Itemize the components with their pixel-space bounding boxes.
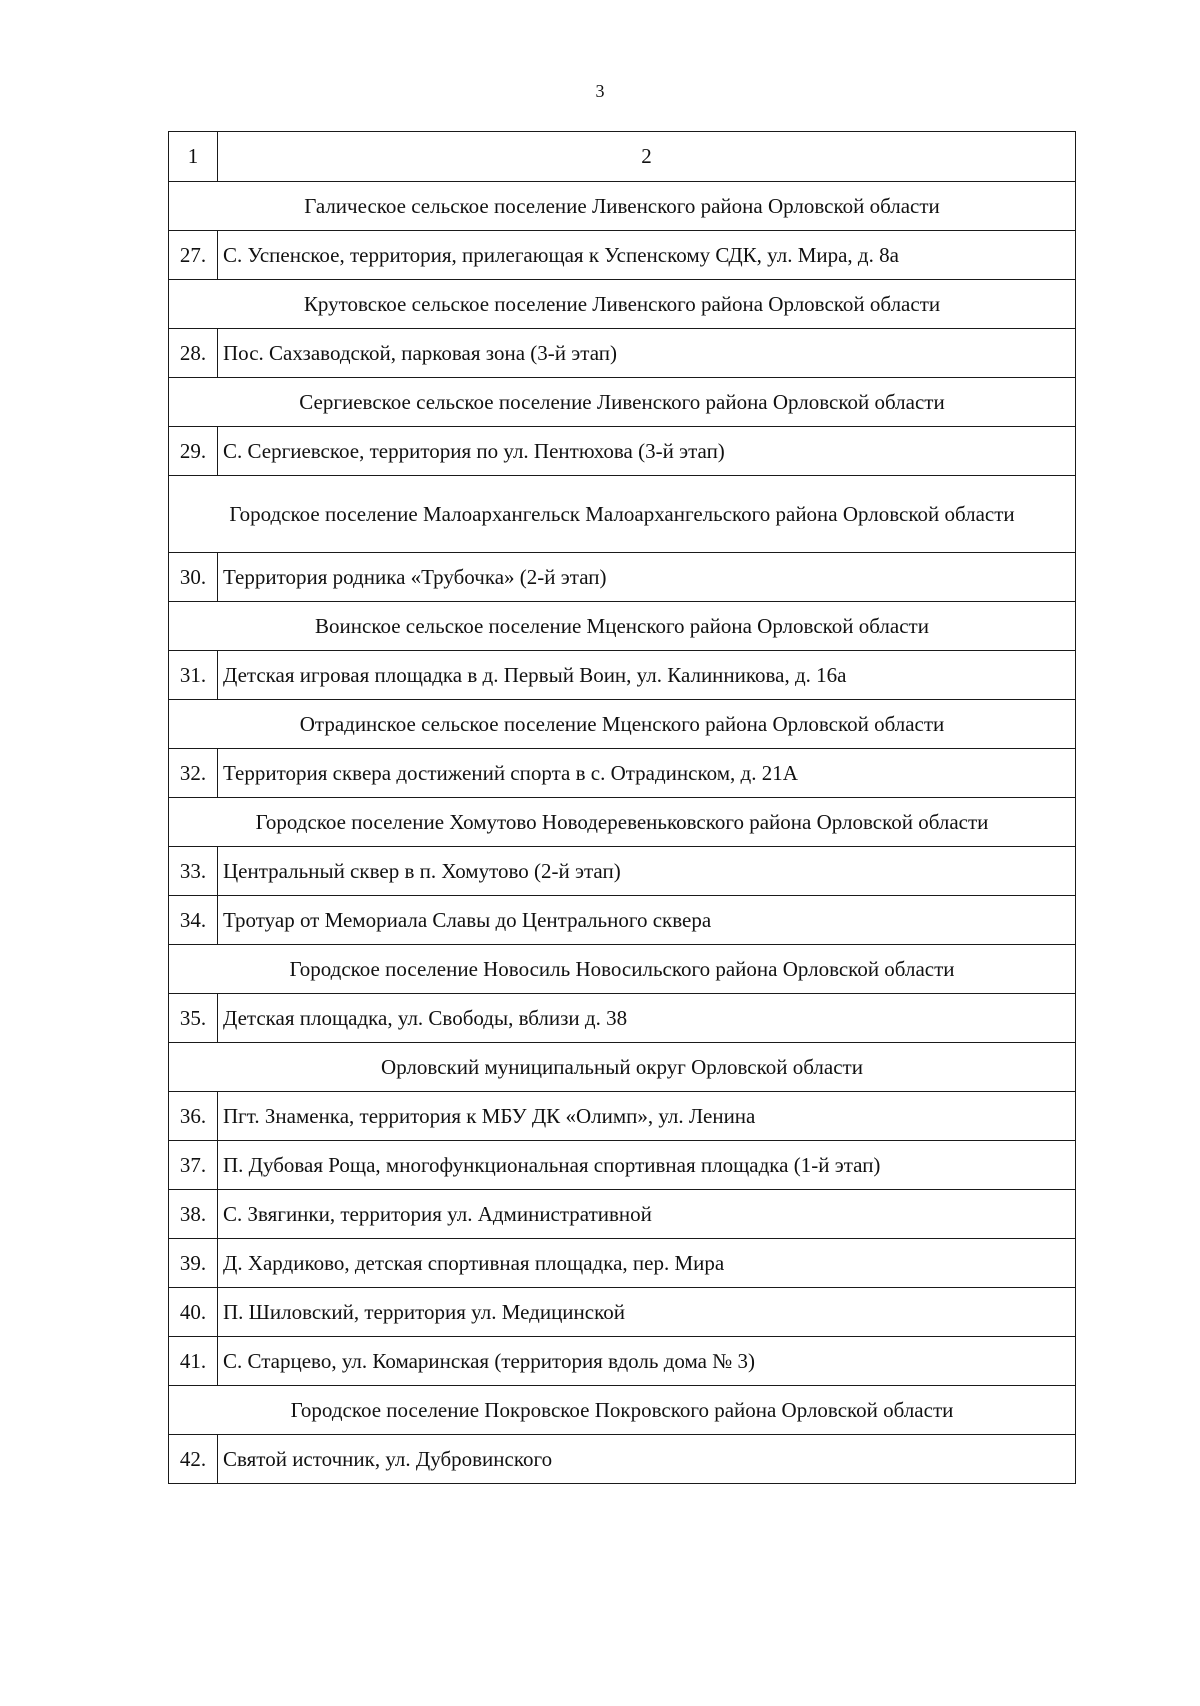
row-text: Пгт. Знаменка, территория к МБУ ДК «Олимп», ул. Ленина: [218, 1092, 1076, 1141]
row-text: Д. Хардиково, детская спортивная площадка, пер. Мира: [218, 1239, 1076, 1288]
section-title: Городское поселение Хомутово Новодеревеньковского района Орловской области: [169, 798, 1076, 847]
row-number: 34.: [169, 896, 218, 945]
row-number: 30.: [169, 553, 218, 602]
row-number: 37.: [169, 1141, 218, 1190]
section-row: [169, 1386, 1076, 1435]
row-number: 33.: [169, 847, 218, 896]
section-title: Отрадинское сельское поселение Мценского района Орловской области: [169, 700, 1076, 749]
header-col-1: 1: [169, 132, 218, 182]
row-text: П. Шиловский, территория ул. Медицинской: [218, 1288, 1076, 1337]
table-row: [169, 1190, 1076, 1239]
row-number: 39.: [169, 1239, 218, 1288]
row-text: Детская игровая площадка в д. Первый Воин, ул. Калинникова, д. 16а: [218, 651, 1076, 700]
table-row: [169, 1092, 1076, 1141]
row-text: Пос. Сахзаводской, парковая зона (3-й этап): [218, 329, 1076, 378]
section-row: [169, 182, 1076, 231]
section-title: Городское поселение Покровское Покровского района Орловской области: [169, 1386, 1076, 1435]
section-title: Крутовское сельское поселение Ливенского района Орловской области: [169, 280, 1076, 329]
table-row: [169, 231, 1076, 280]
section-title: Воинское сельское поселение Мценского района Орловской области: [169, 602, 1076, 651]
row-number: 31.: [169, 651, 218, 700]
row-number: 38.: [169, 1190, 218, 1239]
table-row: [169, 427, 1076, 476]
row-text: Детская площадка, ул. Свободы, вблизи д. 38: [218, 994, 1076, 1043]
table-row: [169, 749, 1076, 798]
table-row: [169, 896, 1076, 945]
table-row: [169, 553, 1076, 602]
objects-table: [168, 131, 1076, 1484]
row-number: 32.: [169, 749, 218, 798]
section-row: [169, 378, 1076, 427]
row-text: С. Сергиевское, территория по ул. Пентюхова (3-й этап): [218, 427, 1076, 476]
row-text: С. Успенское, территория, прилегающая к Успенскому СДК, ул. Мира, д. 8а: [218, 231, 1076, 280]
table-row: [169, 1337, 1076, 1386]
row-number: 27.: [169, 231, 218, 280]
section-title: Орловский муниципальный округ Орловской области: [169, 1043, 1076, 1092]
section-row: [169, 602, 1076, 651]
row-number: 35.: [169, 994, 218, 1043]
row-number: 36.: [169, 1092, 218, 1141]
row-text: Территория родника «Трубочка» (2-й этап): [218, 553, 1076, 602]
header-col-2: 2: [218, 132, 1076, 182]
section-row: [169, 476, 1076, 553]
section-row: [169, 280, 1076, 329]
section-row: [169, 700, 1076, 749]
row-text: С. Звягинки, территория ул. Административной: [218, 1190, 1076, 1239]
page-number: 3: [595, 81, 605, 101]
section-title: Городское поселение Новосиль Новосильского района Орловской области: [169, 945, 1076, 994]
row-number: 28.: [169, 329, 218, 378]
row-text: Территория сквера достижений спорта в с. Отрадинском, д. 21А: [218, 749, 1076, 798]
table-row: [169, 1239, 1076, 1288]
section-row: [169, 1043, 1076, 1092]
row-text: Центральный сквер в п. Хомутово (2-й этап): [218, 847, 1076, 896]
section-row: [169, 945, 1076, 994]
row-number: 42.: [169, 1435, 218, 1484]
table-row: [169, 1141, 1076, 1190]
table-row: [169, 651, 1076, 700]
row-text: Тротуар от Мемориала Славы до Центрального сквера: [218, 896, 1076, 945]
row-text: П. Дубовая Роща, многофункциональная спортивная площадка (1-й этап): [218, 1141, 1076, 1190]
table-row: [169, 1288, 1076, 1337]
table-row: [169, 329, 1076, 378]
table-header-row: [169, 132, 1076, 182]
section-row: [169, 798, 1076, 847]
section-title: Галическое сельское поселение Ливенского района Орловской области: [169, 182, 1076, 231]
row-number: 29.: [169, 427, 218, 476]
row-text: Святой источник, ул. Дубровинского: [218, 1435, 1076, 1484]
row-text: С. Старцево, ул. Комаринская (территория вдоль дома № 3): [218, 1337, 1076, 1386]
section-title: Городское поселение Малоархангельск Малоархангельского района Орловской области: [169, 476, 1076, 553]
table-row: [169, 994, 1076, 1043]
table-row: [169, 1435, 1076, 1484]
row-number: 40.: [169, 1288, 218, 1337]
table-row: [169, 847, 1076, 896]
row-number: 41.: [169, 1337, 218, 1386]
section-title: Сергиевское сельское поселение Ливенского района Орловской области: [169, 378, 1076, 427]
